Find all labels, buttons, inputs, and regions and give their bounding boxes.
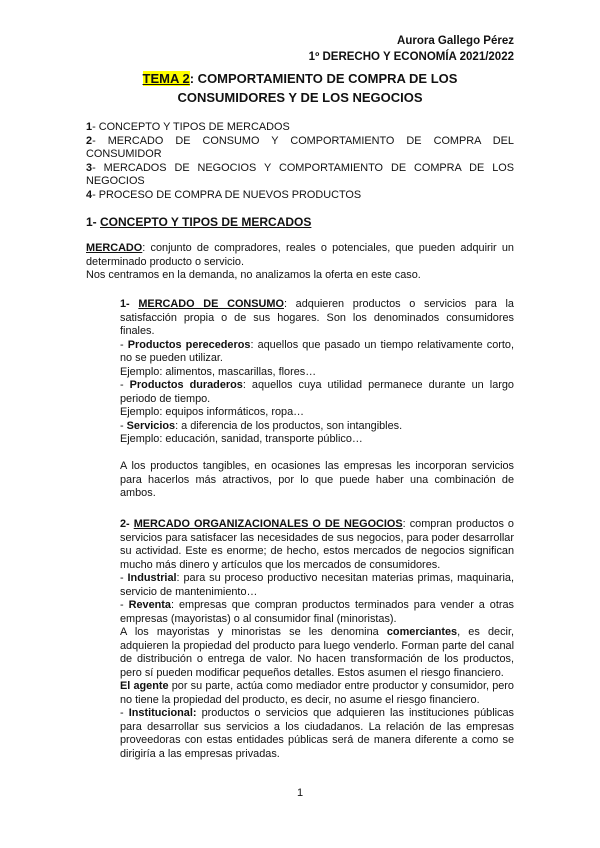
page-number: 1 [296,787,304,799]
tema-highlight: TEMA 2 [142,71,190,86]
title-line2: CONSUMIDORES Y DE LOS NEGOCIOS [177,90,423,105]
mercado-definition: MERCADO: conjunto de compradores, reales o potenciales, que pueden adquirir un determinado producto o servicio. Nos centramos en la demanda, no analizamos la oferta en este caso. [86,242,514,281]
course-label: 1º DERECHO Y ECONOMÍA 2021/2022 [308,51,514,63]
index-list [86,121,514,202]
section-1-heading: 1- CONCEPTO Y TIPOS DE MERCADOS [86,215,312,229]
mercado-note: Nos centramos en la demanda, no analizamos la oferta en este caso. [86,269,421,281]
tangibles-note: A los productos tangibles, en ocasiones las empresas les incorporan servicios para hacerlos más atractivos, por lo que puede haber una combinación de ambos. [120,460,514,499]
consumo-term: MERCADO DE CONSUMO [138,298,284,310]
organizacional-section: 2- MERCADO ORGANIZACIONALES O DE NEGOCIOS: compran productos o servicios para satisfacer las necesidades de sus negocios, para poder desarrollar su actividad. Este es enorme; de hecho, estos mercados de negocios significan mucho más dinero y artículos que los mercados de consumidores. - Industrial: para su proceso productivo necesitan materias primas, maquinaria, servicio de mantenimiento… - Reventa: empresas que compran productos terminados para vender a otras empresas (mayoristas) o al consumidor final (minoristas). A los mayoristas y minoristas se les denomina comerciantes, es decir, adquieren la propiedad del producto para luego venderlo. Forman parte del canal de distribución o entrega de valor. No hacen transformación de los productos, pero sí pueden modificar pequeños detalles. Estos asumen el riesgo financiero. El agente por su parte, actúa como mediador entre productor y consumidor, pero no tiene la propiedad del producto, es decir, no asume el riesgo financiero. - Institucional: productos o servicios que adquieren las instituciones públicas para desarrollar sus servicios a los ciudadanos. La relación de las empresas proveedoras con estas entidades públicas será de manera diferente a como se dirigiría a las empresas privadas. [120,518,515,760]
author-name: Aurora Gallego Pérez [397,35,514,47]
index-item: 1- CONCEPTO Y TIPOS DE MERCADOS [86,121,290,133]
index-item: 2- MERCADO DE CONSUMO Y COMPORTAMIENTO DE COMPRA DEL CONSUMIDOR [86,134,514,160]
index-item: 3- MERCADOS DE NEGOCIOS Y COMPORTAMIENTO DE COMPRA DE LOS NEGOCIOS [86,161,514,187]
title-line1: : COMPORTAMIENTO DE COMPRA DE LOS [189,71,458,86]
page-title [86,69,514,107]
mercado-term: MERCADO [86,242,143,254]
document-header [309,33,514,65]
index-item: 4- PROCESO DE COMPRA DE NUEVOS PRODUCTOS [86,188,362,201]
organizacional-term: MERCADO ORGANIZACIONALES O DE NEGOCIOS [133,518,403,530]
consumo-section: 1- MERCADO DE CONSUMO: adquieren productos o servicios para la satisfacción propia o de sus hogares. Son los denominados consumidores finales. - Productos perecederos: aquellos que pasado un tiempo relativamente corto, no se pueden utilizar. Ejemplo: alimentos, mascarillas, flores… - Productos duraderos: aquellos cuya utilidad permanece durante un largo periodo de tiempo. Ejemplo: equipos informáticos, ropa… - Servicios: a diferencia de los productos, son intangibles. Ejemplo: educación, sanidad, transporte público… A los productos tangibles, en ocasiones las empresas les incorporan servicios para hacerlos más atractivos, por lo que puede haber una combinación de ambos. [120,298,515,499]
